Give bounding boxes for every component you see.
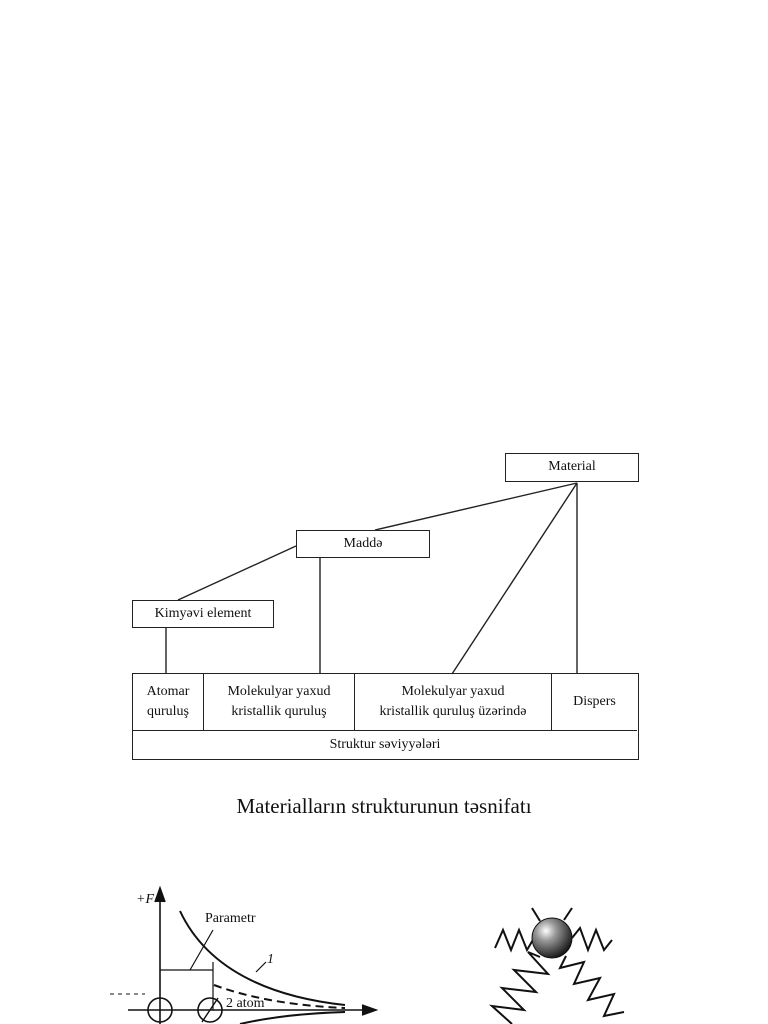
table-cell-atomar-line1: Atomar xyxy=(146,684,190,700)
table-cell-molekulyar-line1: Molekulyar yaxud xyxy=(227,684,331,700)
node-madde-label: Maddə xyxy=(343,535,383,551)
table-cell-dispers-line1: Dispers xyxy=(573,694,616,710)
spring-bottom-left xyxy=(492,952,548,1024)
table-cell-molekulyar-line2: kristallik quruluş xyxy=(231,704,327,719)
axis-label: +F xyxy=(136,892,154,907)
atom-label: 2 atom xyxy=(226,996,265,1011)
spring-top-left xyxy=(532,908,540,921)
atom-sphere-icon xyxy=(532,918,572,958)
table-cell-molekulyar-uzerinde-line2: kristallik quruluş üzərində xyxy=(379,704,527,719)
spring-right xyxy=(572,928,612,950)
node-kimyevi-label: Kimyəvi element xyxy=(154,605,252,621)
spring-left xyxy=(495,930,534,950)
table-footer-label: Struktur səviyyələri xyxy=(329,736,441,752)
param-label: Parametr xyxy=(205,911,256,926)
table-cell-molekulyar-uzerinde-line1: Molekulyar yaxud xyxy=(401,684,505,700)
spring-bottom-right xyxy=(560,956,624,1016)
node-material-label: Material xyxy=(548,459,596,475)
figure-caption: Materialların strukturunun təsnifatı xyxy=(236,794,532,818)
table-cell-atomar-line2: quruluş xyxy=(146,704,189,719)
spring-top-right xyxy=(564,908,572,920)
curve-label: 1 xyxy=(267,952,274,967)
